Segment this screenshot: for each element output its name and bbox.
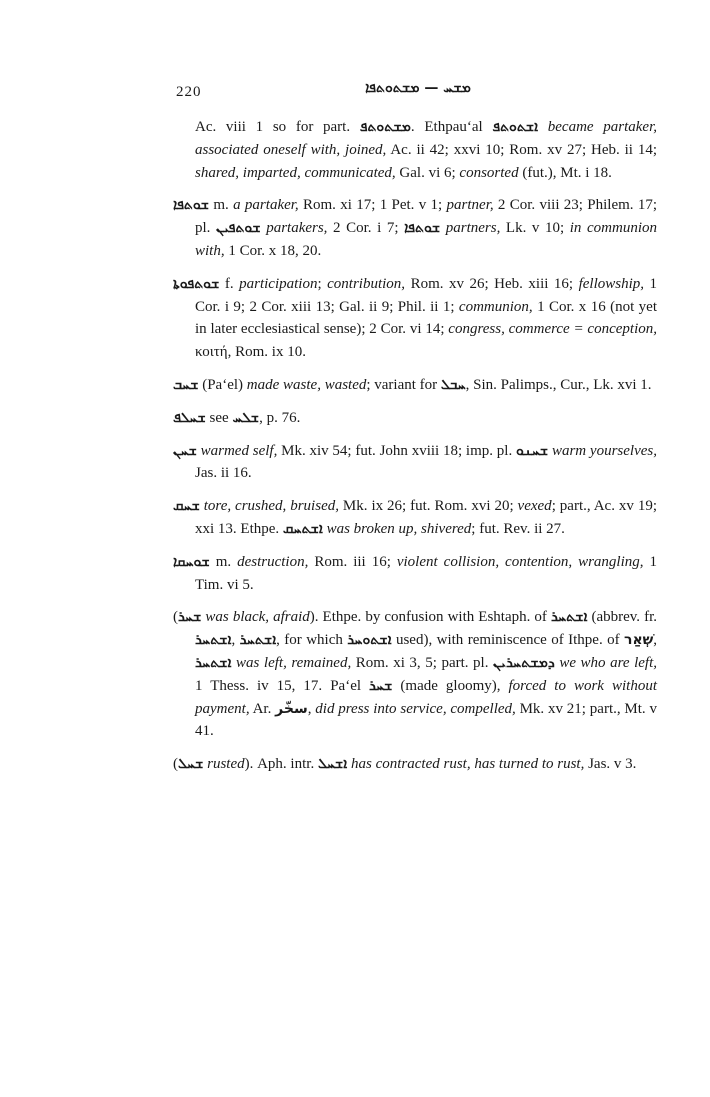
entry-text: ; variant for [366,376,441,393]
syriac-headword: ܫܚܠܦ [173,409,206,426]
dictionary-entry [173,495,657,541]
entry-text: Ar. [249,700,276,717]
entry-continuation [173,116,657,184]
dictionary-entry [173,440,657,486]
gloss-text: in communion with, [195,220,657,259]
syriac-headword: ܐܫܬܚܪ [195,654,232,671]
entry-text: Mk. xiv 54; fut. John xviii 18; imp. pl. [277,442,516,459]
entry-text: used), with reminiscence of Ithpe. of [391,632,625,649]
entry-text: (Pa‘el) [198,376,247,393]
entry-text: , [231,632,240,649]
syriac-headword: سخّر [275,700,308,717]
entry-text: (fut.), Mt. i 18. [518,164,612,181]
gloss-text: congress, commerce = conception, [448,321,657,338]
syriac-headword: ܫܚܢܘ [516,442,549,459]
gloss-text: destruction, [237,553,309,570]
syriac-headword: ܐܫܬܘܬܦ [492,119,539,135]
entry-text: (made gloomy), [392,677,509,694]
entry-text: ( [173,609,178,626]
gloss-text: warm yourselves, [548,442,657,459]
entry-text: 1 Thess. iv 15, 17. Pa‘el [195,677,370,694]
syriac-headword: ܫܠܚ [232,409,260,426]
entry-text: , [653,632,658,649]
gloss-text: partakers, [260,220,328,237]
gloss-text: consorted [459,164,519,181]
entry-text: ; part., Ac. xv 19; xxi 13. Ethpe. [195,498,657,537]
syriac-headword: ܫܚܒ [173,376,199,393]
gloss-text: communion, [458,298,533,315]
gloss-text: shared, imparted, communicated, [195,164,396,181]
entry-text: 1 Cor. i 9; 2 Cor. xiii 13; Gal. ii 9; Phil. ii 1; [195,275,658,315]
entry-text: Lk. v 10; [500,220,570,237]
gloss-text: has contracted rust, has turned to rust, [347,756,585,773]
dictionary-entry [173,374,657,397]
entry-text: Rom. xi 3, 5; part. pl. [351,654,494,671]
gloss-text: partner, [446,197,494,214]
gloss-text: participation [239,275,318,292]
dictionary-entry [173,606,657,743]
syriac-headword: שְׁאַר [624,632,654,649]
gloss-text: was left, remained, [231,654,352,671]
gloss-text: tore, crushed, bruised, [199,498,339,515]
entry-text: Ac. ii 42; xxvi 10; Rom. xv 27; Heb. ii 14; [386,141,657,158]
entry-text: ( [173,756,178,773]
gloss-text: became partaker, associated oneself with, joined, [195,119,658,158]
entry-text: f. [219,275,240,292]
gloss-text: was black, afraid [201,609,310,626]
entry-text: 1 Cor. x 16 (not yet in later ecclesiastical sense); 2 Cor. vi 14; [195,298,657,338]
dictionary-entry [173,551,657,597]
entry-text: ; [317,275,328,292]
entry-text: κοιτή, Rom. ix 10. [195,344,306,361]
entry-text: 1 Tim. vi 5. [195,553,658,593]
syriac-headword: ܐܫܬܚܪ [239,632,277,649]
syriac-headword: ܐܫܬܚܩ [282,520,323,537]
gloss-text: forced to work without payment, [195,677,657,717]
gloss-text: contribution, [327,275,406,292]
page-number: 220 [176,84,202,100]
syriac-headword: ܫܚܠ [178,756,204,773]
running-head: ܡܫܚ — ܡܫܬܘܬܦܐ [365,80,471,96]
entry-text: Mk. xv 21; part., Mt. v 41. [195,700,657,740]
entry-text: ). Aph. intr. [244,756,318,773]
entry-text: Jas. ii 16. [195,465,252,482]
gloss-text: rusted [203,756,245,773]
syriac-headword: ܐܫܬܚܪ [195,632,232,649]
entry-text: , for which [276,632,348,649]
gloss-text: made waste, wasted [246,376,367,393]
page-header [176,80,660,106]
entry-text: , [307,700,316,717]
gloss-text: a partaker, [233,197,299,214]
entry-text: see [205,409,233,426]
entry-text: ; fut. Rev. ii 27. [471,520,565,537]
gloss-text: vexed [517,498,552,515]
syriac-headword: ܫܚܩ [173,498,200,515]
gloss-text: did press into service, compelled, [315,700,516,717]
entry-text: Jas. v 3. [584,756,637,773]
entries-list [173,116,657,786]
dictionary-entry [173,753,657,776]
entry-text: Gal. vi 6; [395,164,460,181]
entry-text: Rom. xv 26; Heb. xiii 16; [405,275,579,292]
syriac-headword: ܫܚܪ [178,609,202,626]
entry-text: 2 Cor. i 7; [327,220,405,237]
gloss-text: partners, [440,220,501,237]
entry-text: ). Ethpe. by confusion with Eshtaph. of [309,609,551,626]
dictionary-entry [173,194,657,262]
entry-text: Rom. xi 17; 1 Pet. v 1; [298,197,447,214]
syriac-headword: ܫܘܬܦܐ [173,197,210,214]
entry-text: 2 Cor. viii 23; Philem. 17; pl. [195,197,658,237]
entry-text: , Sin. Palimps., Cur., Lk. xvi 1. [465,376,652,393]
syriac-headword: ܫܘܬܦܝܢ [216,220,261,237]
gloss-text: warmed self, [196,442,278,459]
dictionary-entry [173,407,657,430]
entry-text: Mk. ix 26; fut. Rom. xvi 20; [338,498,518,515]
gloss-text: we who are left, [554,654,657,671]
entry-text: (abbrev. fr. [587,609,657,626]
entry-text: , p. 76. [259,409,301,426]
gloss-text: violent collision, contention, wrangling, [396,553,644,570]
entry-text: m. [209,553,238,570]
entry-text: Ac. viii 1 so for part. [195,119,360,135]
syriac-headword: ܫܚܢ [173,442,197,459]
syriac-headword: ܐܫܬܚܪ [550,609,588,626]
syriac-headword: ܫܘܚܩܐ [173,553,210,570]
dictionary-entry [173,273,657,364]
syriac-headword: ܫܘܬܦܐ [404,220,441,237]
syriac-headword: ܐܫܬܘܚܪ [347,632,392,649]
syriac-headword: ܐܫܚܠ [317,756,348,773]
gloss-text: fellowship, [578,275,645,292]
syriac-headword: ܡܫܬܘܬܦ [359,119,411,135]
entry-text: Rom. iii 16; [308,553,397,570]
entry-text: 1 Cor. x 18, 20. [224,242,322,259]
syriac-headword: ܫܘܬܦܘܬܐ [173,275,220,292]
entry-text: m. [209,197,234,214]
gloss-text: was broken up, shivered [322,520,472,537]
syriac-headword: ܕܡܫܬܚܪܝܢ [493,654,555,671]
syriac-headword: ܫܚܪ [369,677,393,694]
syriac-headword: ܚܒܠ [440,376,466,393]
entry-text: . Ethpau‘al [410,119,493,135]
